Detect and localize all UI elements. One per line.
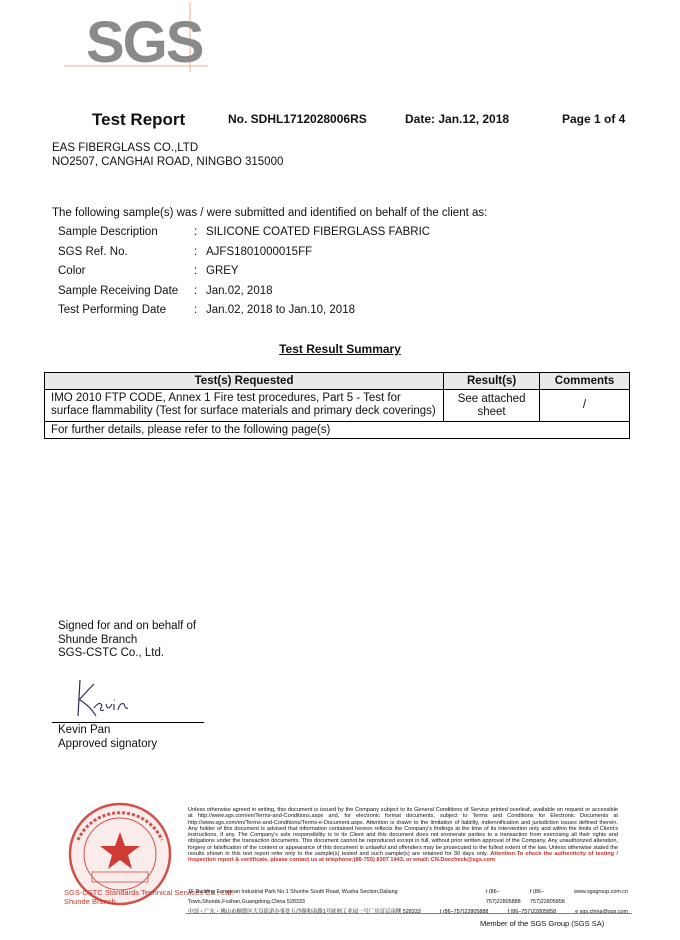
field-separator: : bbox=[194, 265, 198, 277]
signed-block bbox=[58, 620, 196, 661]
authenticity-notice: Attention:To check the authenticity of testing / inspection report & certificate, please contact us at telephone:(86-755) 8307 1443, or email: CN.Doccheck@sgs.com bbox=[188, 851, 618, 864]
email: e sgs.china@sgs.com bbox=[575, 909, 628, 915]
summary-heading bbox=[0, 342, 680, 356]
field-label: Test Performing Date bbox=[58, 304, 167, 316]
col-header-result: Result(s) bbox=[444, 373, 540, 390]
phone: t (86–757)22805888 bbox=[439, 909, 489, 915]
col-header-test: Test(s) Requested bbox=[45, 373, 444, 390]
signed-line-1: Signed for and on behalf of bbox=[58, 620, 197, 632]
sample-fields bbox=[58, 226, 430, 324]
signer-title: Approved signatory bbox=[58, 737, 158, 750]
field-separator: : bbox=[194, 226, 198, 238]
field-row bbox=[58, 246, 430, 266]
field-row bbox=[58, 285, 430, 305]
fax: f (86–757)22805858 bbox=[529, 889, 565, 905]
field-label: Color bbox=[58, 265, 86, 277]
legal-disclaimer bbox=[188, 807, 618, 864]
field-row bbox=[58, 226, 430, 246]
field-value: Jan.02, 2018 bbox=[206, 284, 273, 297]
field-value: AJFS1801000015FF bbox=[206, 245, 313, 258]
field-row bbox=[58, 265, 430, 285]
report-date: Date: Jan.12, 2018 bbox=[405, 112, 510, 126]
signed-line-3: SGS-CSTC Co., Ltd. bbox=[58, 647, 165, 659]
field-value: Jan.02, 2018 to Jan.10, 2018 bbox=[206, 304, 355, 316]
address-en: 1F Building European Industrial Park No.1 Shunhe South Road, Wusha Section,Daliang Town,Shunde,Foshan,Guangdong,China 528333 bbox=[188, 889, 398, 905]
disclaimer-text: Unless otherwise agreed in writing, this document is issued by the Company subject to its General Conditions of Service printed overleaf, available on request or accessible at http://www.sgs.com/en/Terms-and-Conditions.aspx and, for electronic format documents, subject to Terms and Conditions for Electronic Documents at http://www.sgs.com/en/Terms-and-Conditions/Terms-e-Document.aspx. Attention is drawn to the limitation of liability, indemnification and jurisdiction issues defined therein. Any holder of this document is advised that information contained hereon reflects the Company's findings at the time of its intervention only and within the limits of Client's instructions, if any. The Company's sole responsibility is to its Client and this document does not exonerate parties to a transaction from exercising all their rights and obligations under the transaction documents. This document cannot be reproduced except in full, without prior written approval of the Company. Any unauthorized alteration, forgery or falsification of the content or appearance of this document is unlawful and offenders may be prosecuted to the fullest extent of the law. Unless otherwise stated the results shown in this test report refer only to the sample(s) tested and such sample(s) are retained for 30 days only. bbox=[188, 807, 618, 858]
signer-name: Kevin Pan bbox=[58, 724, 111, 736]
handwritten-signature bbox=[70, 676, 140, 720]
cell-test: IMO 2010 FTP CODE, Annex 1 Fire test procedures, Part 5 - Test for surface flammability (Test for surface materials and primary deck coverings) bbox=[45, 390, 444, 422]
signer-block bbox=[58, 724, 157, 751]
field-value: GREY bbox=[206, 265, 239, 277]
signed-line-2: Shunde Branch bbox=[58, 633, 138, 646]
field-separator: : bbox=[194, 304, 198, 316]
field-label: Sample Receiving Date bbox=[58, 284, 179, 297]
table-header-row bbox=[45, 373, 630, 390]
cell-comment: / bbox=[540, 390, 630, 422]
field-value: SILICONE COATED FIBERGLASS FABRIC bbox=[206, 226, 431, 238]
col-header-comments: Comments bbox=[540, 373, 630, 390]
client-block bbox=[52, 141, 283, 169]
table-row bbox=[45, 390, 630, 422]
footer-rule bbox=[186, 913, 632, 914]
logo-text: SGS bbox=[86, 10, 203, 74]
member-note: Member of the SGS Group (SGS SA) bbox=[480, 919, 605, 928]
field-label: Sample Description bbox=[58, 226, 158, 238]
results-table bbox=[44, 372, 630, 439]
sgs-logo bbox=[56, 0, 210, 74]
website: www.sgsgroup.com.cn bbox=[574, 889, 629, 895]
cell-footer-note: For further details, please refer to the following page(s) bbox=[45, 422, 630, 439]
address-cn: 中国・广东・佛山市顺德区大良街道办事处五沙顺和南路1号欧洲工业园一号厂房首层南侧 528333 bbox=[188, 909, 421, 915]
table-footer-row bbox=[45, 422, 630, 439]
phone: t (86–757)22805888 bbox=[485, 889, 521, 905]
field-label: SGS Ref. No. bbox=[58, 245, 128, 258]
seal-caption-1: SGS-CSTC Standards Technical Services Co., Ltd. bbox=[64, 888, 234, 897]
report-number: No. SDHL1712028006RS bbox=[228, 112, 367, 126]
fax: f (86–757)22805858 bbox=[507, 909, 557, 915]
address-row-en bbox=[188, 887, 628, 907]
client-address: NO2507, CANGHAI ROAD, NINGBO 315000 bbox=[52, 156, 284, 168]
page-indicator: Page 1 of 4 bbox=[562, 112, 626, 126]
client-name: EAS FIBERGLASS CO.,LTD bbox=[52, 142, 199, 154]
field-separator: : bbox=[194, 245, 198, 258]
signature-line bbox=[52, 722, 204, 723]
report-title: Test Report bbox=[92, 110, 186, 129]
seal-caption-2: Shunde Branch bbox=[64, 897, 116, 906]
address-row-cn bbox=[188, 907, 628, 917]
field-row bbox=[58, 304, 430, 324]
field-separator: : bbox=[194, 284, 198, 297]
summary-title: Test Result Summary bbox=[279, 342, 401, 356]
intro-text: The following sample(s) was / were submitted and identified on behalf of the client as: bbox=[52, 207, 488, 219]
cell-result: See attached sheet bbox=[444, 390, 540, 422]
